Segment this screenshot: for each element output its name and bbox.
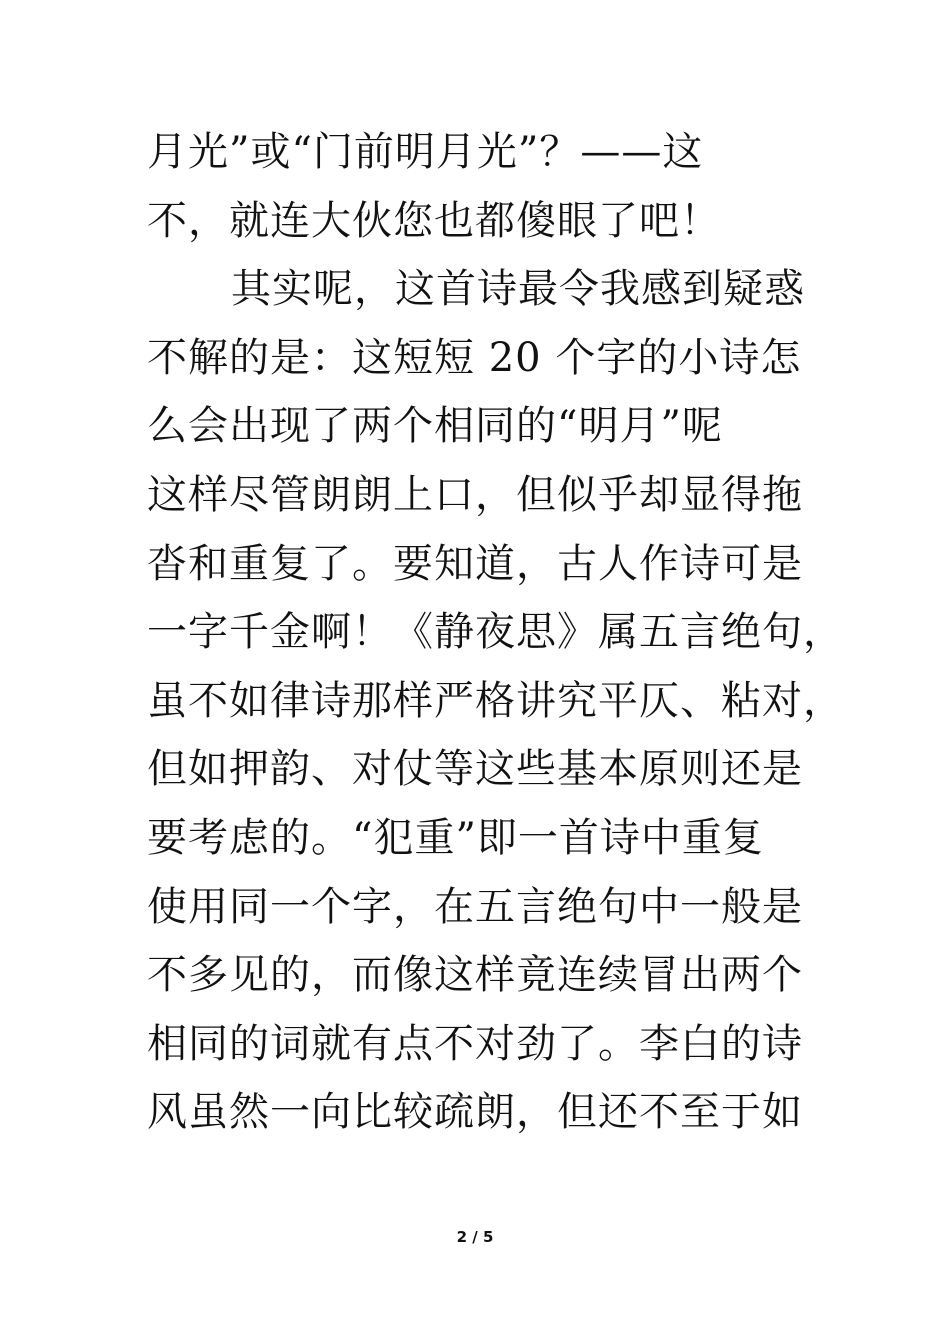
page-number: 2 / 5: [456, 1228, 494, 1246]
body-text: [147, 118, 847, 1147]
text-line: 一字千金啊！《静夜思》属五言绝句，: [147, 609, 844, 656]
text-line: 风虽然一向比较疏朗，但还不至于如: [147, 1089, 803, 1136]
text-line: 不，就连大伙您也都傻眼了吧！: [147, 197, 721, 244]
text-line: 使用同一个字，在五言绝句中一般是: [147, 883, 803, 930]
text-line: 但如押韵、对仗等这些基本原则还是: [147, 746, 803, 793]
text-line: 沓和重复了。要知道，古人作诗可是: [147, 540, 803, 587]
text-line: 么会出现了两个相同的“明月”呢: [147, 403, 723, 450]
text-line: 要考虑的。“犯重”即一首诗中重复: [147, 814, 764, 861]
text-line: 月光”或“门前明月光”？——这: [147, 129, 704, 175]
paragraph-start-line: 其实呢，这首诗最令我感到疑惑: [231, 266, 805, 313]
text-line: 这样尽管朗朗上口，但似乎却显得拖: [147, 471, 803, 518]
text-line: 不多见的，而像这样竟连续冒出两个: [147, 952, 803, 999]
text-line: 相同的词就有点不对劲了。李白的诗: [147, 1020, 803, 1067]
text-line: 虽不如律诗那样严格讲究平仄、粘对，: [147, 677, 844, 724]
text-line: 不解的是：这短短 20 个字的小诗怎: [147, 334, 802, 381]
